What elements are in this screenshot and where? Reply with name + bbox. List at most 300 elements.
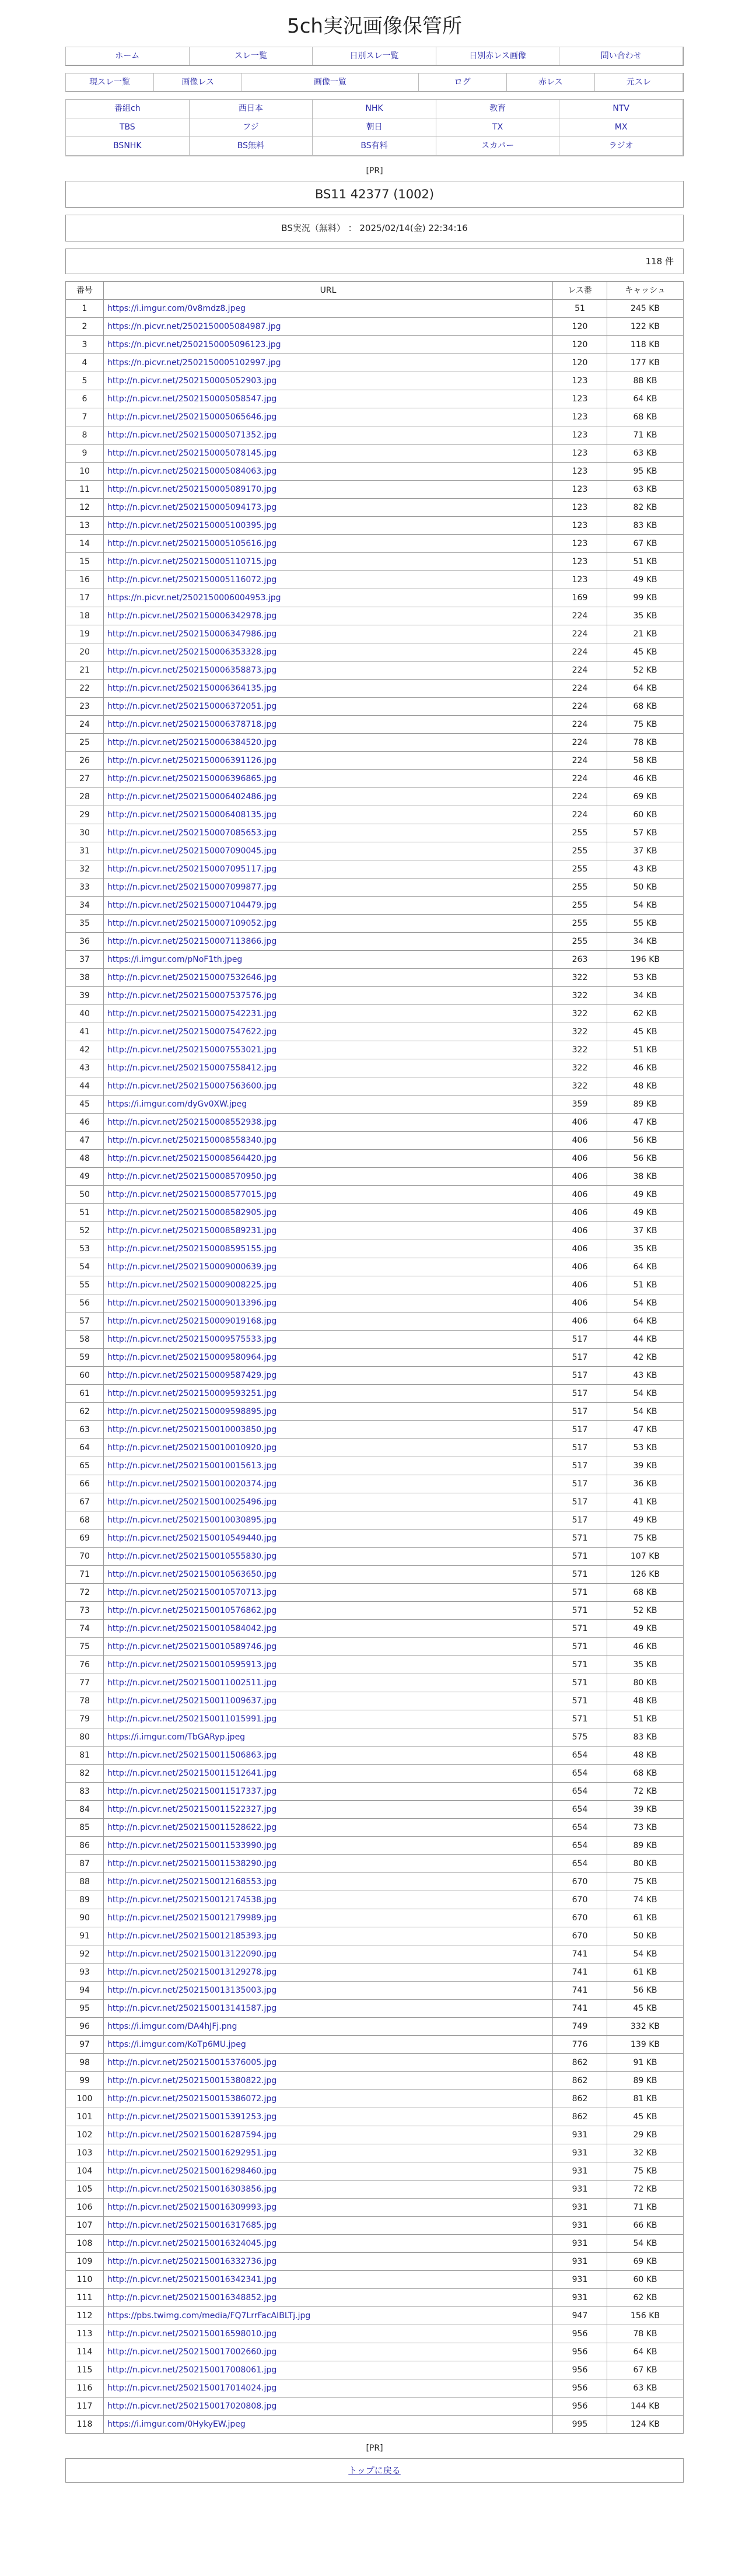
row-url-cell — [104, 1945, 553, 1964]
image-url-link[interactable]: http://n.picvr.net/2502150016598010.jpg — [107, 2329, 277, 2339]
image-url-link[interactable]: http://n.picvr.net/2502150005065646.jpg — [107, 412, 277, 422]
row-cache-size: 75 KB — [607, 2162, 684, 2180]
row-number: 96 — [66, 2018, 104, 2036]
image-url-link[interactable]: http://n.picvr.net/2502150009575533.jpg — [107, 1335, 277, 1344]
table-row — [66, 680, 684, 698]
table-row — [66, 788, 684, 806]
image-url-link[interactable]: http://n.picvr.net/2502150016303856.jpg — [107, 2185, 277, 2194]
image-url-link[interactable]: https://pbs.twimg.com/media/FQ7LrrFacAIBLTj.jpg — [107, 2311, 311, 2320]
image-url-link[interactable]: http://n.picvr.net/2502150006402486.jpg — [107, 792, 277, 802]
row-url-cell — [104, 2199, 553, 2217]
image-url-link[interactable]: https://n.picvr.net/2502150005084987.jpg — [107, 322, 281, 331]
image-url-link[interactable]: https://n.picvr.net/2502150005102997.jpg — [107, 358, 281, 368]
image-url-link[interactable]: http://n.picvr.net/2502150012174538.jpg — [107, 1895, 277, 1905]
row-cache-size: 46 KB — [607, 1059, 684, 1077]
row-url-cell — [104, 969, 553, 987]
row-number: 12 — [66, 499, 104, 517]
image-url-link[interactable]: http://n.picvr.net/2502150007095117.jpg — [107, 864, 277, 874]
row-cache-size: 177 KB — [607, 354, 684, 372]
row-number: 63 — [66, 1421, 104, 1439]
image-url-link[interactable]: http://n.picvr.net/2502150006378718.jpg — [107, 720, 277, 729]
row-number: 44 — [66, 1077, 104, 1096]
image-url-link[interactable]: http://n.picvr.net/2502150010589746.jpg — [107, 1642, 277, 1651]
row-res-number: 255 — [553, 933, 607, 951]
image-url-link[interactable]: http://n.picvr.net/2502150017008061.jpg — [107, 2365, 277, 2375]
row-number: 26 — [66, 752, 104, 770]
table-row — [66, 2054, 684, 2072]
row-number: 68 — [66, 1511, 104, 1530]
image-url-link[interactable]: https://i.imgur.com/pNoF1th.jpeg — [107, 955, 243, 964]
image-url-link[interactable]: http://n.picvr.net/2502150005078145.jpg — [107, 449, 277, 458]
row-number: 108 — [66, 2235, 104, 2253]
table-row — [66, 2000, 684, 2018]
image-url-link[interactable]: http://n.picvr.net/2502150007537576.jpg — [107, 991, 277, 1000]
row-url-cell — [104, 2235, 553, 2253]
image-url-link[interactable]: http://n.picvr.net/2502150016292951.jpg — [107, 2148, 277, 2158]
image-url-link[interactable]: http://n.picvr.net/2502150010003850.jpg — [107, 1425, 277, 1434]
nav-sub-item-3[interactable]: ログ — [418, 73, 507, 92]
image-url-link[interactable]: http://n.picvr.net/2502150012179989.jpg — [107, 1913, 277, 1923]
table-row — [66, 1982, 684, 2000]
channel-item-12[interactable]: BS有料 — [312, 136, 436, 156]
image-url-link[interactable]: http://n.picvr.net/2502150010015613.jpg — [107, 1461, 277, 1471]
image-url-link[interactable]: http://n.picvr.net/2502150016348852.jpg — [107, 2293, 277, 2302]
image-url-link[interactable]: http://n.picvr.net/2502150008570950.jpg — [107, 1172, 277, 1181]
image-url-link[interactable]: http://n.picvr.net/2502150007532646.jpg — [107, 973, 277, 982]
image-url-link[interactable]: http://n.picvr.net/2502150009598895.jpg — [107, 1407, 277, 1416]
table-row — [66, 1855, 684, 1873]
row-number: 79 — [66, 1710, 104, 1728]
nav-main-item-0[interactable]: ホーム — [65, 47, 190, 65]
table-row — [66, 535, 684, 553]
row-number: 94 — [66, 1982, 104, 2000]
table-row — [66, 499, 684, 517]
channel-item-4[interactable]: NTV — [559, 99, 683, 118]
image-url-link[interactable]: http://n.picvr.net/2502150006372051.jpg — [107, 702, 277, 711]
row-number: 78 — [66, 1692, 104, 1710]
row-number: 20 — [66, 643, 104, 662]
row-res-number: 120 — [553, 336, 607, 354]
row-url-cell — [104, 1548, 553, 1566]
image-url-link[interactable]: http://n.picvr.net/2502150008582905.jpg — [107, 1208, 277, 1217]
header-cache: キャッシュ — [607, 282, 684, 300]
table-row — [66, 1439, 684, 1457]
row-res-number: 123 — [553, 535, 607, 553]
row-res-number: 956 — [553, 2343, 607, 2361]
image-url-link[interactable]: http://n.picvr.net/2502150016332736.jpg — [107, 2257, 277, 2266]
image-url-link[interactable]: http://n.picvr.net/2502150006408135.jpg — [107, 810, 277, 820]
image-url-link[interactable]: http://n.picvr.net/2502150016309993.jpg — [107, 2203, 277, 2212]
table-row — [66, 1114, 684, 1132]
row-number: 7 — [66, 408, 104, 426]
image-url-link[interactable]: http://n.picvr.net/2502150005058547.jpg — [107, 394, 277, 404]
row-cache-size: 35 KB — [607, 607, 684, 625]
nav-sub-item-0[interactable]: 現スレ一覧 — [65, 73, 154, 92]
image-url-link[interactable]: http://n.picvr.net/2502150008577015.jpg — [107, 1190, 277, 1199]
table-row — [66, 897, 684, 915]
image-url-link[interactable]: http://n.picvr.net/2502150006391126.jpg — [107, 756, 277, 765]
row-res-number: 322 — [553, 969, 607, 987]
row-res-number: 123 — [553, 426, 607, 444]
image-url-link[interactable]: http://n.picvr.net/2502150006358873.jpg — [107, 666, 277, 675]
image-url-link[interactable]: http://n.picvr.net/2502150011015991.jpg — [107, 1714, 277, 1724]
image-url-link[interactable]: http://n.picvr.net/2502150011517337.jpg — [107, 1787, 277, 1796]
image-url-link[interactable]: http://n.picvr.net/2502150006342978.jpg — [107, 611, 277, 621]
image-url-link[interactable]: http://n.picvr.net/2502150015391253.jpg — [107, 2112, 277, 2122]
image-url-link[interactable]: http://n.picvr.net/2502150010555830.jpg — [107, 1552, 277, 1561]
channel-item-3[interactable]: 教育 — [436, 99, 560, 118]
row-res-number: 263 — [553, 951, 607, 969]
image-url-link[interactable]: http://n.picvr.net/2502150011533990.jpg — [107, 1841, 277, 1850]
nav-sub-item-5[interactable]: 元スレ — [594, 73, 683, 92]
row-res-number: 571 — [553, 1602, 607, 1620]
row-cache-size: 39 KB — [607, 1457, 684, 1475]
image-url-link[interactable]: http://n.picvr.net/2502150007547622.jpg — [107, 1027, 277, 1037]
row-url-cell — [104, 1077, 553, 1096]
row-url-cell — [104, 481, 553, 499]
row-url-cell — [104, 2162, 553, 2180]
row-res-number: 931 — [553, 2162, 607, 2180]
channel-item-6[interactable]: フジ — [189, 118, 313, 137]
image-url-link[interactable]: http://n.picvr.net/2502150017014024.jpg — [107, 2384, 277, 2393]
row-res-number: 406 — [553, 1132, 607, 1150]
image-url-link[interactable]: http://n.picvr.net/2502150009019168.jpg — [107, 1317, 277, 1326]
site-title[interactable]: 5ch実況画像保管所 — [287, 15, 462, 38]
row-url-cell — [104, 1276, 553, 1294]
row-number: 55 — [66, 1276, 104, 1294]
row-number: 14 — [66, 535, 104, 553]
image-url-link[interactable]: http://n.picvr.net/2502150005052903.jpg — [107, 376, 277, 386]
image-url-link[interactable]: http://n.picvr.net/2502150011512641.jpg — [107, 1769, 277, 1778]
row-res-number: 224 — [553, 806, 607, 824]
nav-main-item-1[interactable]: スレ一覧 — [189, 47, 313, 65]
image-url-link[interactable]: http://n.picvr.net/2502150010570713.jpg — [107, 1588, 277, 1597]
row-url-cell — [104, 1367, 553, 1385]
row-cache-size: 68 KB — [607, 1584, 684, 1602]
row-number: 74 — [66, 1620, 104, 1638]
image-url-link[interactable]: http://n.picvr.net/2502150008552938.jpg — [107, 1118, 277, 1127]
row-cache-size: 45 KB — [607, 2000, 684, 2018]
image-url-link[interactable]: http://n.picvr.net/2502150013122090.jpg — [107, 1950, 277, 1959]
image-url-link[interactable]: https://i.imgur.com/TbGARyp.jpeg — [107, 1732, 246, 1742]
row-res-number: 654 — [553, 1765, 607, 1783]
header-number: 番号 — [66, 282, 104, 300]
row-number: 36 — [66, 933, 104, 951]
row-number: 30 — [66, 824, 104, 842]
nav-main-item-3[interactable]: 日別赤レス画像 — [436, 47, 560, 65]
image-url-link[interactable]: http://n.picvr.net/2502150006347986.jpg — [107, 629, 277, 639]
image-url-link[interactable]: http://n.picvr.net/2502150005110715.jpg — [107, 557, 277, 566]
image-url-link[interactable]: http://n.picvr.net/2502150005100395.jpg — [107, 521, 277, 530]
image-url-link[interactable]: https://i.imgur.com/KoTp6MU.jpeg — [107, 2040, 246, 2049]
row-cache-size: 78 KB — [607, 734, 684, 752]
table-row — [66, 2416, 684, 2434]
row-res-number: 517 — [553, 1511, 607, 1530]
row-res-number: 947 — [553, 2307, 607, 2325]
image-url-link[interactable]: http://n.picvr.net/2502150013135003.jpg — [107, 1986, 277, 1995]
row-url-cell — [104, 1656, 553, 1674]
row-url-cell — [104, 1150, 553, 1168]
image-url-link[interactable]: http://n.picvr.net/2502150006353328.jpg — [107, 648, 277, 657]
image-url-link[interactable]: http://n.picvr.net/2502150015380822.jpg — [107, 2076, 277, 2085]
row-url-cell — [104, 1457, 553, 1475]
row-res-number: 322 — [553, 1077, 607, 1096]
image-url-link[interactable]: http://n.picvr.net/2502150009008225.jpg — [107, 1280, 277, 1290]
image-url-link[interactable]: http://n.picvr.net/2502150011528622.jpg — [107, 1823, 277, 1832]
image-url-link[interactable]: http://n.picvr.net/2502150017020808.jpg — [107, 2402, 277, 2411]
image-url-link[interactable]: http://n.picvr.net/2502150011009637.jpg — [107, 1696, 277, 1706]
image-url-link[interactable]: http://n.picvr.net/2502150006384520.jpg — [107, 738, 277, 747]
back-to-top-link[interactable]: トップに戻る — [65, 2458, 684, 2483]
image-url-link[interactable]: https://i.imgur.com/dyGv0XW.jpeg — [107, 1100, 247, 1109]
row-cache-size: 54 KB — [607, 1294, 684, 1312]
row-number: 90 — [66, 1909, 104, 1927]
channel-item-9[interactable]: MX — [559, 118, 683, 137]
page-container — [65, 0, 684, 2483]
row-res-number: 517 — [553, 1403, 607, 1421]
row-url-cell — [104, 933, 553, 951]
table-row — [66, 2036, 684, 2054]
row-cache-size: 46 KB — [607, 770, 684, 788]
image-url-link[interactable]: http://n.picvr.net/2502150016324045.jpg — [107, 2239, 277, 2248]
row-number: 65 — [66, 1457, 104, 1475]
row-url-cell — [104, 2307, 553, 2325]
image-url-link[interactable]: http://n.picvr.net/2502150010595913.jpg — [107, 1660, 277, 1670]
row-number: 22 — [66, 680, 104, 698]
row-number: 102 — [66, 2126, 104, 2144]
image-url-link[interactable]: http://n.picvr.net/2502150013129278.jpg — [107, 1968, 277, 1977]
image-url-link[interactable]: https://n.picvr.net/2502150006004953.jpg — [107, 593, 281, 603]
table-row — [66, 1077, 684, 1096]
row-res-number: 255 — [553, 915, 607, 933]
image-url-link[interactable]: http://n.picvr.net/2502150013141587.jpg — [107, 2004, 277, 2013]
image-url-link[interactable]: https://i.imgur.com/0HykyEW.jpeg — [107, 2420, 246, 2429]
image-url-link[interactable]: http://n.picvr.net/2502150011506863.jpg — [107, 1751, 277, 1760]
image-url-link[interactable]: http://n.picvr.net/2502150007099877.jpg — [107, 883, 277, 892]
nav-sub-item-2[interactable]: 画像一覧 — [242, 73, 418, 92]
row-res-number: 654 — [553, 1855, 607, 1873]
row-res-number: 224 — [553, 625, 607, 643]
image-url-link[interactable]: https://n.picvr.net/2502150005096123.jpg — [107, 340, 281, 349]
row-res-number: 517 — [553, 1349, 607, 1367]
row-number: 51 — [66, 1204, 104, 1222]
row-url-cell — [104, 2325, 553, 2343]
image-url-link[interactable]: http://n.picvr.net/2502150005071352.jpg — [107, 430, 277, 440]
image-url-link[interactable]: http://n.picvr.net/2502150010025496.jpg — [107, 1497, 277, 1507]
row-number: 85 — [66, 1819, 104, 1837]
channel-item-7[interactable]: 朝日 — [312, 118, 436, 137]
image-url-link[interactable]: http://n.picvr.net/2502150010584042.jpg — [107, 1624, 277, 1633]
image-url-link[interactable]: http://n.picvr.net/2502150010020374.jpg — [107, 1479, 277, 1489]
row-number: 80 — [66, 1728, 104, 1746]
row-number: 64 — [66, 1439, 104, 1457]
image-url-link[interactable]: http://n.picvr.net/2502150011002511.jpg — [107, 1678, 277, 1688]
row-res-number: 956 — [553, 2361, 607, 2379]
image-url-link[interactable]: http://n.picvr.net/2502150005105616.jpg — [107, 539, 277, 548]
row-cache-size: 66 KB — [607, 2217, 684, 2235]
image-url-link[interactable]: http://n.picvr.net/2502150009000639.jpg — [107, 1262, 277, 1272]
table-row — [66, 571, 684, 589]
channel-item-11[interactable]: BS無料 — [189, 136, 313, 156]
channel-item-10[interactable]: BSNHK — [65, 136, 190, 156]
image-url-link[interactable]: http://n.picvr.net/2502150010576862.jpg — [107, 1606, 277, 1615]
image-url-link[interactable]: http://n.picvr.net/2502150006364135.jpg — [107, 684, 277, 693]
row-cache-size: 61 KB — [607, 1909, 684, 1927]
row-url-cell — [104, 1096, 553, 1114]
image-url-link[interactable]: http://n.picvr.net/2502150010549440.jpg — [107, 1534, 277, 1543]
row-url-cell — [104, 2054, 553, 2072]
image-url-link[interactable]: http://n.picvr.net/2502150008558340.jpg — [107, 1136, 277, 1145]
row-url-cell — [104, 1439, 553, 1457]
row-res-number: 123 — [553, 408, 607, 426]
image-url-link[interactable]: http://n.picvr.net/2502150006396865.jpg — [107, 774, 277, 783]
table-row — [66, 2180, 684, 2199]
image-url-link[interactable]: http://n.picvr.net/2502150008564420.jpg — [107, 1154, 277, 1163]
image-url-link[interactable]: http://n.picvr.net/2502150008595155.jpg — [107, 1244, 277, 1254]
table-row — [66, 1837, 684, 1855]
image-url-link[interactable]: http://n.picvr.net/2502150009580964.jpg — [107, 1353, 277, 1362]
image-url-link[interactable]: http://n.picvr.net/2502150009013396.jpg — [107, 1298, 277, 1308]
image-url-link[interactable]: http://n.picvr.net/2502150016317685.jpg — [107, 2221, 277, 2230]
row-cache-size: 46 KB — [607, 1638, 684, 1656]
row-url-cell — [104, 734, 553, 752]
nav-sub-item-4[interactable]: 赤レス — [506, 73, 595, 92]
image-url-link[interactable]: http://n.picvr.net/2502150007090045.jpg — [107, 846, 277, 856]
row-number: 18 — [66, 607, 104, 625]
image-url-link[interactable]: http://n.picvr.net/2502150005094173.jpg — [107, 503, 277, 512]
row-number: 29 — [66, 806, 104, 824]
row-url-cell — [104, 2090, 553, 2108]
table-row — [66, 1421, 684, 1439]
nav-main-item-4[interactable]: 問い合わせ — [559, 47, 683, 65]
image-url-link[interactable]: http://n.picvr.net/2502150016298460.jpg — [107, 2166, 277, 2176]
image-url-link[interactable]: http://n.picvr.net/2502150007542231.jpg — [107, 1009, 277, 1019]
image-url-link[interactable]: https://i.imgur.com/0v8mdz8.jpeg — [107, 304, 246, 313]
table-row — [66, 1511, 684, 1530]
image-url-link[interactable]: http://n.picvr.net/2502150005116072.jpg — [107, 575, 277, 584]
nav-main-item-2[interactable]: 日別スレ一覧 — [312, 47, 436, 65]
table-row — [66, 336, 684, 354]
header-url: URL — [104, 282, 553, 300]
image-url-link[interactable]: http://n.picvr.net/2502150007563600.jpg — [107, 1082, 277, 1091]
row-res-number: 406 — [553, 1258, 607, 1276]
table-row — [66, 1349, 684, 1367]
row-cache-size: 144 KB — [607, 2398, 684, 2416]
row-number: 52 — [66, 1222, 104, 1240]
image-url-link[interactable]: http://n.picvr.net/2502150008589231.jpg — [107, 1226, 277, 1236]
row-number: 105 — [66, 2180, 104, 2199]
table-row — [66, 1656, 684, 1674]
image-url-link[interactable]: http://n.picvr.net/2502150010030895.jpg — [107, 1516, 277, 1525]
row-number: 92 — [66, 1945, 104, 1964]
image-count: 118 件 — [65, 249, 684, 274]
table-row — [66, 2379, 684, 2398]
row-number: 101 — [66, 2108, 104, 2126]
row-cache-size: 68 KB — [607, 1765, 684, 1783]
row-url-cell — [104, 1837, 553, 1855]
channel-item-0[interactable]: 番組ch — [65, 99, 190, 118]
channel-item-13[interactable]: スカパー — [436, 136, 560, 156]
image-url-link[interactable]: http://n.picvr.net/2502150016287594.jpg — [107, 2130, 277, 2140]
table-row — [66, 1186, 684, 1204]
image-url-link[interactable]: http://n.picvr.net/2502150007109052.jpg — [107, 919, 277, 928]
row-number: 33 — [66, 878, 104, 897]
image-url-link[interactable]: https://i.imgur.com/DA4hJFj.png — [107, 2022, 237, 2031]
row-res-number: 995 — [553, 2416, 607, 2434]
image-url-link[interactable]: http://n.picvr.net/2502150015376005.jpg — [107, 2058, 277, 2067]
image-url-link[interactable]: http://n.picvr.net/2502150007104479.jpg — [107, 901, 277, 910]
row-cache-size: 49 KB — [607, 1620, 684, 1638]
table-row — [66, 2108, 684, 2126]
image-url-link[interactable]: http://n.picvr.net/2502150007553021.jpg — [107, 1045, 277, 1055]
image-url-link[interactable]: http://n.picvr.net/2502150017002660.jpg — [107, 2347, 277, 2357]
row-res-number: 322 — [553, 1041, 607, 1059]
channel-item-2[interactable]: NHK — [312, 99, 436, 118]
row-number: 117 — [66, 2398, 104, 2416]
row-cache-size: 118 KB — [607, 336, 684, 354]
row-cache-size: 49 KB — [607, 571, 684, 589]
image-url-link[interactable]: http://n.picvr.net/2502150007113866.jpg — [107, 937, 277, 946]
table-row — [66, 2090, 684, 2108]
row-url-cell — [104, 716, 553, 734]
image-url-link[interactable]: http://n.picvr.net/2502150009593251.jpg — [107, 1389, 277, 1398]
row-cache-size: 139 KB — [607, 2036, 684, 2054]
channel-item-8[interactable]: TX — [436, 118, 560, 137]
table-row — [66, 1602, 684, 1620]
image-url-link[interactable]: http://n.picvr.net/2502150005084063.jpg — [107, 467, 277, 476]
row-url-cell — [104, 1403, 553, 1421]
row-res-number: 670 — [553, 1927, 607, 1945]
row-cache-size: 55 KB — [607, 915, 684, 933]
row-res-number: 654 — [553, 1837, 607, 1855]
image-url-link[interactable]: http://n.picvr.net/2502150016342341.jpg — [107, 2275, 277, 2284]
row-cache-size: 36 KB — [607, 1475, 684, 1493]
row-url-cell — [104, 1566, 553, 1584]
image-url-link[interactable]: http://n.picvr.net/2502150007558412.jpg — [107, 1063, 277, 1073]
table-row — [66, 1168, 684, 1186]
channel-item-14[interactable]: ラジオ — [559, 136, 683, 156]
row-url-cell — [104, 2361, 553, 2379]
nav-sub-item-1[interactable]: 画像レス — [153, 73, 242, 92]
row-res-number: 322 — [553, 1005, 607, 1023]
row-number: 69 — [66, 1530, 104, 1548]
row-number: 118 — [66, 2416, 104, 2434]
image-url-link[interactable]: http://n.picvr.net/2502150005089170.jpg — [107, 485, 277, 494]
row-url-cell — [104, 1168, 553, 1186]
row-number: 81 — [66, 1746, 104, 1765]
channel-item-5[interactable]: TBS — [65, 118, 190, 137]
row-res-number: 571 — [553, 1566, 607, 1584]
row-url-cell — [104, 1891, 553, 1909]
row-url-cell — [104, 499, 553, 517]
row-number: 98 — [66, 2054, 104, 2072]
table-row — [66, 933, 684, 951]
row-number: 31 — [66, 842, 104, 860]
row-res-number: 956 — [553, 2398, 607, 2416]
image-url-link[interactable]: http://n.picvr.net/2502150015386072.jpg — [107, 2094, 277, 2104]
image-url-link[interactable]: http://n.picvr.net/2502150012168553.jpg — [107, 1877, 277, 1887]
table-row — [66, 300, 684, 318]
image-url-link[interactable]: http://n.picvr.net/2502150007085653.jpg — [107, 828, 277, 838]
image-url-link[interactable]: http://n.picvr.net/2502150011538290.jpg — [107, 1859, 277, 1868]
image-url-link[interactable]: http://n.picvr.net/2502150011522327.jpg — [107, 1805, 277, 1814]
image-url-link[interactable]: http://n.picvr.net/2502150010010920.jpg — [107, 1443, 277, 1452]
table-row — [66, 662, 684, 680]
image-url-link[interactable]: http://n.picvr.net/2502150009587429.jpg — [107, 1371, 277, 1380]
channel-item-1[interactable]: 西日本 — [189, 99, 313, 118]
image-url-link[interactable]: http://n.picvr.net/2502150010563650.jpg — [107, 1570, 277, 1579]
image-url-link[interactable]: http://n.picvr.net/2502150012185393.jpg — [107, 1931, 277, 1941]
